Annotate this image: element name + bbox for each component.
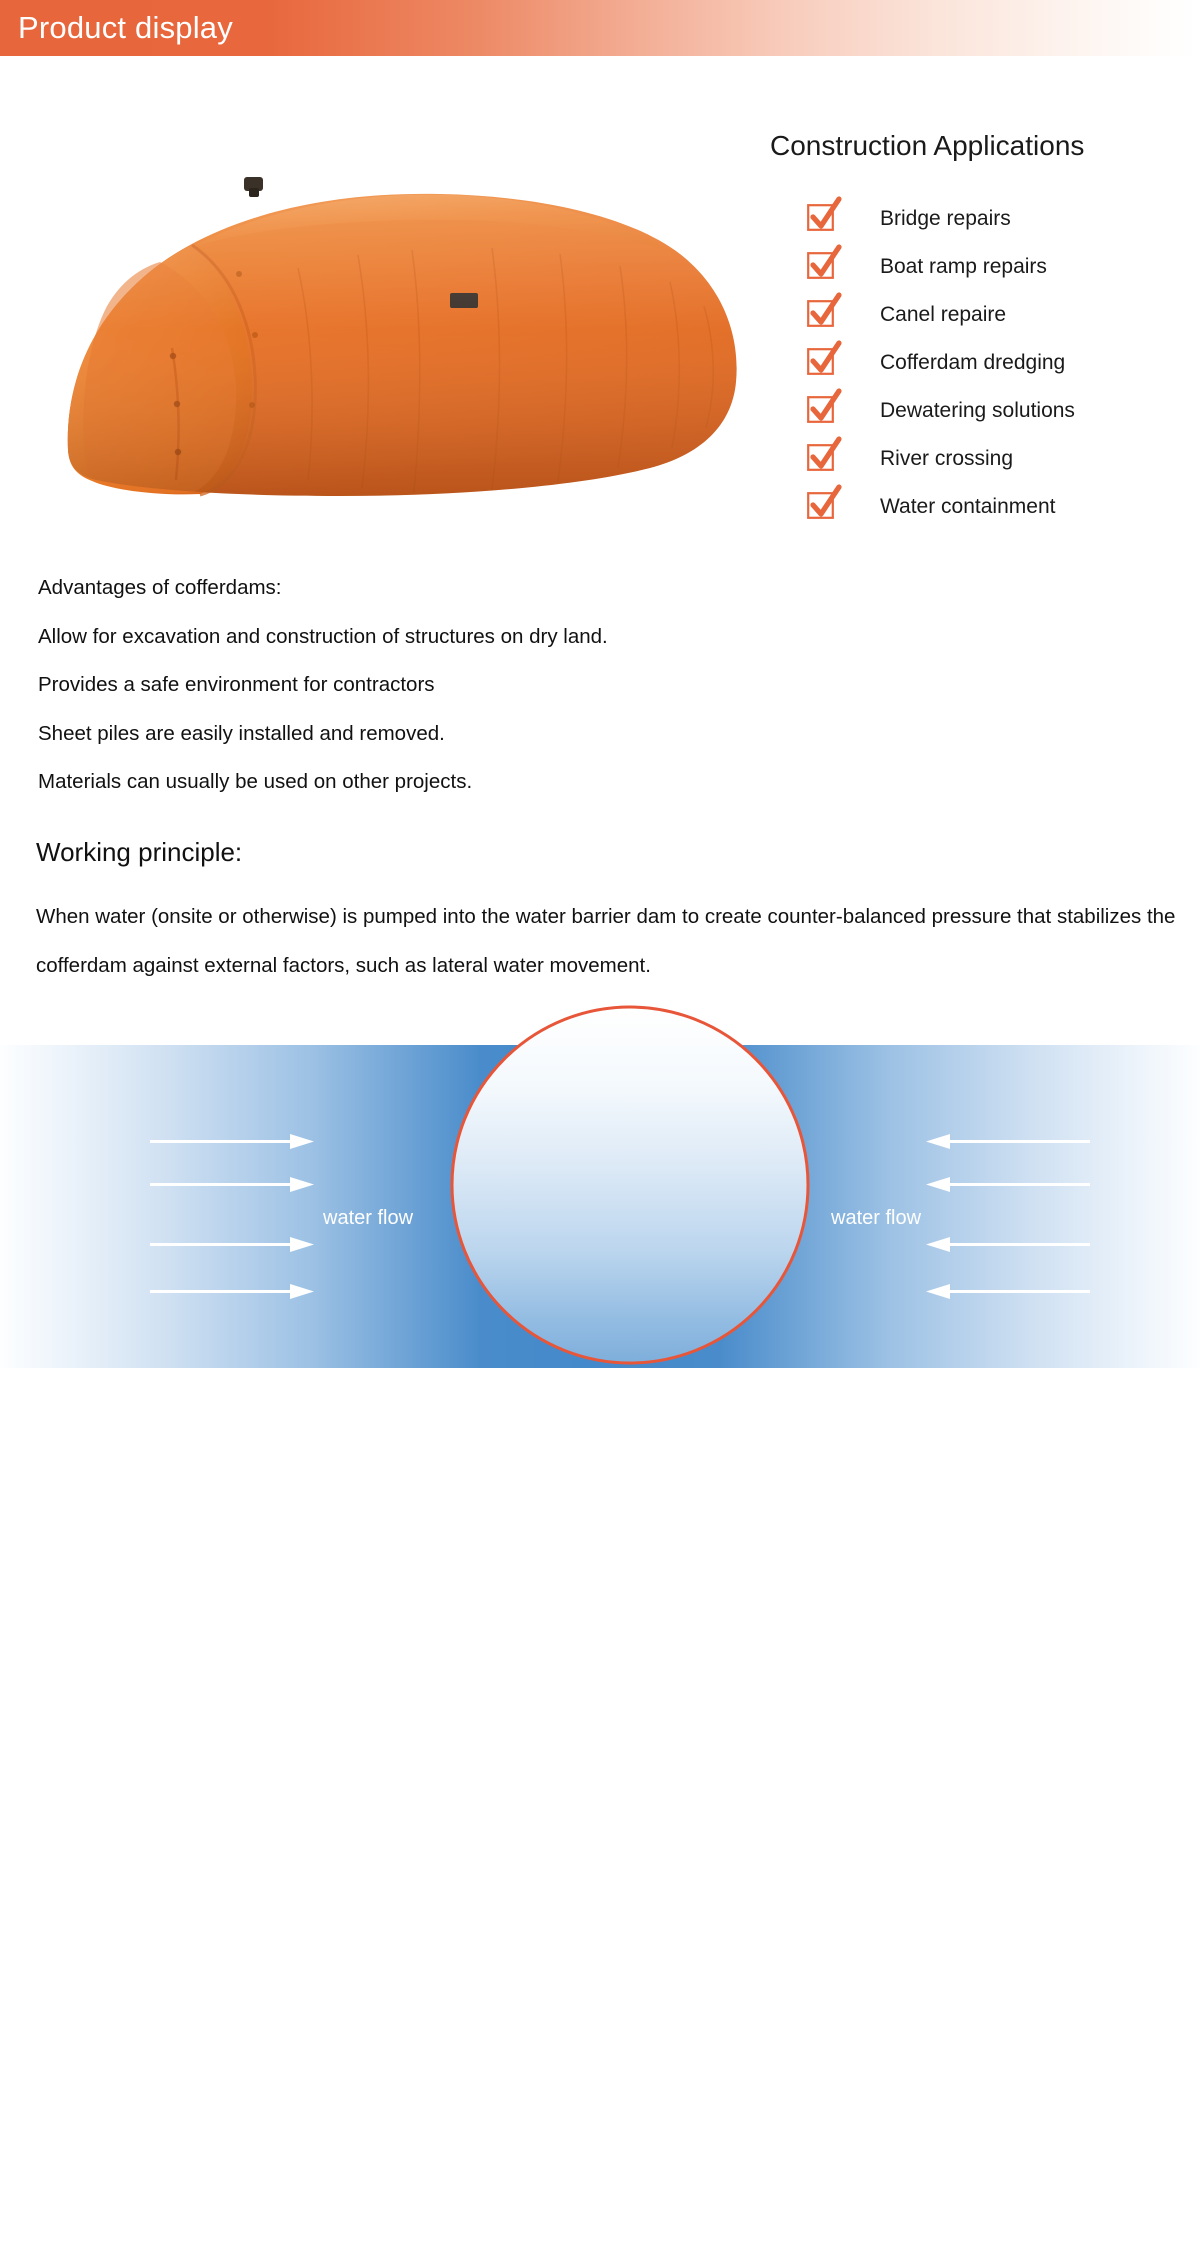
page-header-bar (0, 0, 1200, 56)
checkbox-checked-icon (808, 253, 835, 280)
list-item (808, 242, 1190, 290)
list-item-label: Boat ramp repairs (880, 254, 1047, 278)
list-item (808, 482, 1190, 530)
left-flow-arrows (150, 1134, 314, 1299)
advantages-section (38, 575, 798, 818)
cofferdam-cross-section-circle (452, 1007, 808, 1363)
construction-applications-panel (770, 126, 1190, 530)
checkbox-checked-icon (808, 445, 835, 472)
list-item-label: Dewatering solutions (880, 398, 1075, 422)
list-item (808, 434, 1190, 482)
list-item (808, 194, 1190, 242)
page-title: Product display (18, 10, 233, 45)
list-item-label: River crossing (880, 446, 1014, 470)
circle-label: water in side (571, 2229, 689, 2252)
applications-list (770, 194, 1190, 530)
valve-base-icon (249, 188, 259, 197)
list-item-label: Water containment (880, 494, 1056, 518)
flow-arrow-right (150, 1237, 314, 1252)
water-flow-diagram (0, 1045, 1200, 2252)
list-item (808, 338, 1190, 386)
cofferdam-bag-illustration (40, 150, 740, 530)
diagram-graphics (0, 1045, 1200, 1368)
product-photo (40, 150, 740, 530)
list-item-label: Cofferdam dredging (880, 350, 1066, 374)
applications-heading: Construction Applications (770, 130, 1085, 161)
checkbox-checked-icon (808, 397, 835, 424)
list-item (808, 290, 1190, 338)
flow-arrow-left (926, 1237, 1090, 1252)
bag-shading-overlay (68, 194, 737, 496)
advantage-line: Provides a safe environment for contractors (38, 673, 435, 696)
checkbox-checked-icon (808, 205, 835, 232)
list-item (808, 386, 1190, 434)
checkbox-checked-icon (808, 493, 835, 520)
list-item-label: Canel repaire (880, 302, 1007, 326)
advantages-heading: Advantages of cofferdams: (38, 576, 282, 599)
advantage-line: Materials can usually be used on other projects. (38, 770, 473, 793)
left-water-flow-label: water flow (323, 1207, 414, 1229)
working-principle-heading: Working principle: (36, 837, 243, 867)
working-principle-body: When water (onsite or otherwise) is pumped into the water barrier dam to create counter-balanced pressure that stabilizes the cofferdam against external factors, such as lateral water movement. (36, 905, 1176, 977)
checkbox-checked-icon (808, 301, 835, 328)
flow-arrow-left (926, 1177, 1090, 1192)
flow-arrow-right (150, 1134, 314, 1149)
right-flow-arrows (926, 1134, 1090, 1299)
working-principle-section (36, 835, 1176, 990)
flow-arrow-right (150, 1177, 314, 1192)
right-water-flow-label: water flow (831, 1207, 922, 1229)
checkbox-checked-icon (808, 349, 835, 376)
flow-arrow-left (926, 1284, 1090, 1299)
advantage-line: Allow for excavation and construction of structures on dry land. (38, 624, 608, 648)
flow-arrow-left (926, 1134, 1090, 1149)
flow-arrow-right (150, 1284, 314, 1299)
advantage-line: Sheet piles are easily installed and removed. (38, 721, 445, 745)
list-item-label: Bridge repairs (880, 206, 1011, 230)
